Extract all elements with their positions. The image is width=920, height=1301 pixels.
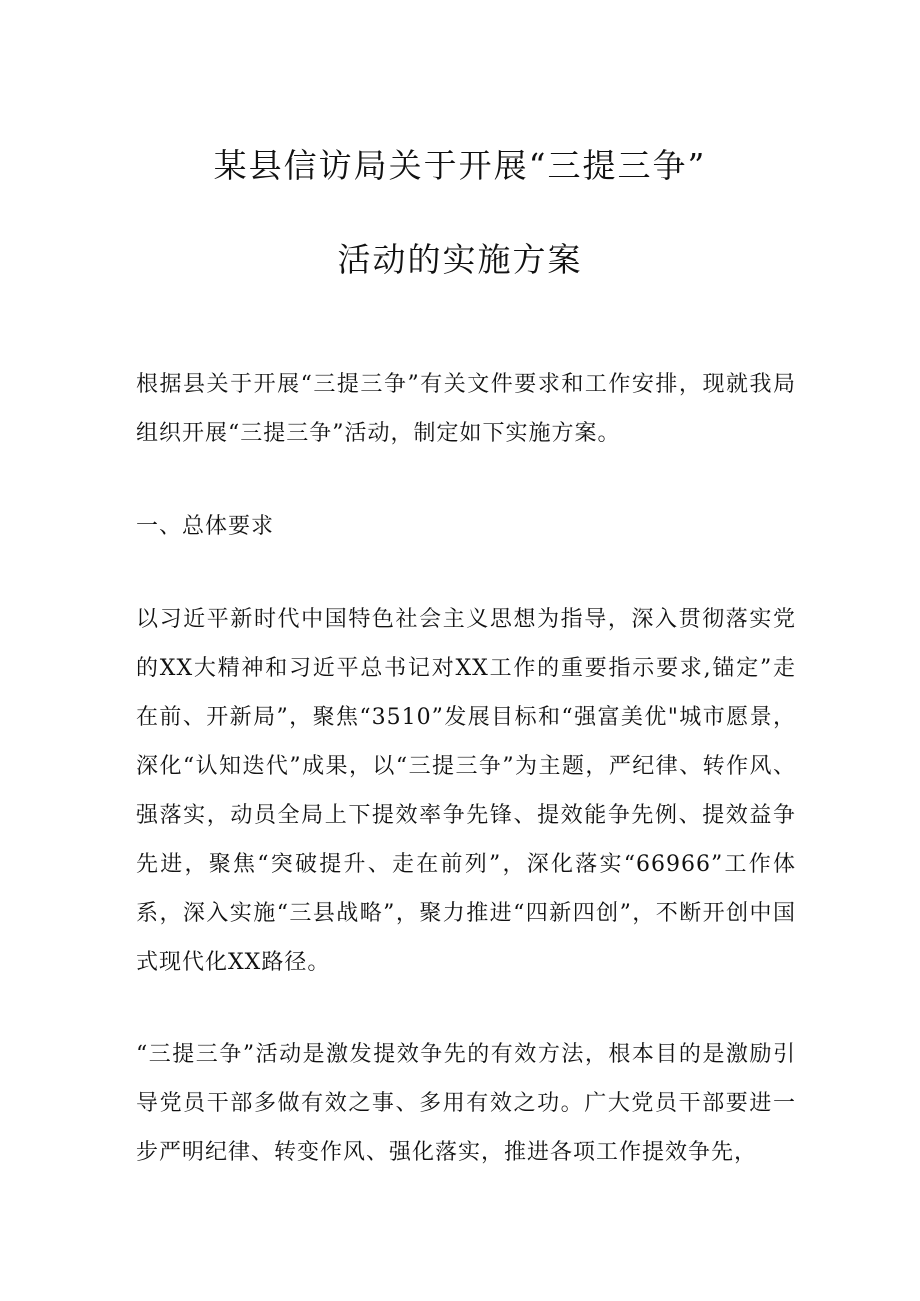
body-paragraph: “三提三争”活动是激发提效争先的有效方法，根本目的是激励引导党员干部多做有效之事、多用有效之功。广大党员干部要进一步严明纪律、转变作风、强化落实，推进各项工作提效争先， [136,1042,796,1165]
document-title-line-1: 某县信访局关于开展“三提三争” [213,146,707,185]
intro-paragraph: 根据县关于开展“三提三争”有关文件要求和工作安排，现就我局组织开展“三提三争”活动，制定如下实施方案。 [136,372,796,446]
document-title-line-2: 活动的实施方案 [337,240,583,279]
body-paragraph: 以习近平新时代中国特色社会主义思想为指导，深入贯彻落实党的XX大精神和习近平总书记对XX工作的重要指示要求,锚定”走在前、开新局”，聚焦“3510”发展目标和“强富美优"城市愿景，深化“认知迭代”成果，以“三提三争”为主题，严纪律、转作风、强落实，动员全局上下提效率争先锋、提效能争先例、提效益争先进，聚焦“突破提升、走在前列”，深化落实“66966”工作体系，深入实施“三县战略”，聚力推进“四新四创”，不断开创中国式现代化XX路径。 [136,607,796,975]
section-heading: 一、总体要求 [136,514,275,539]
